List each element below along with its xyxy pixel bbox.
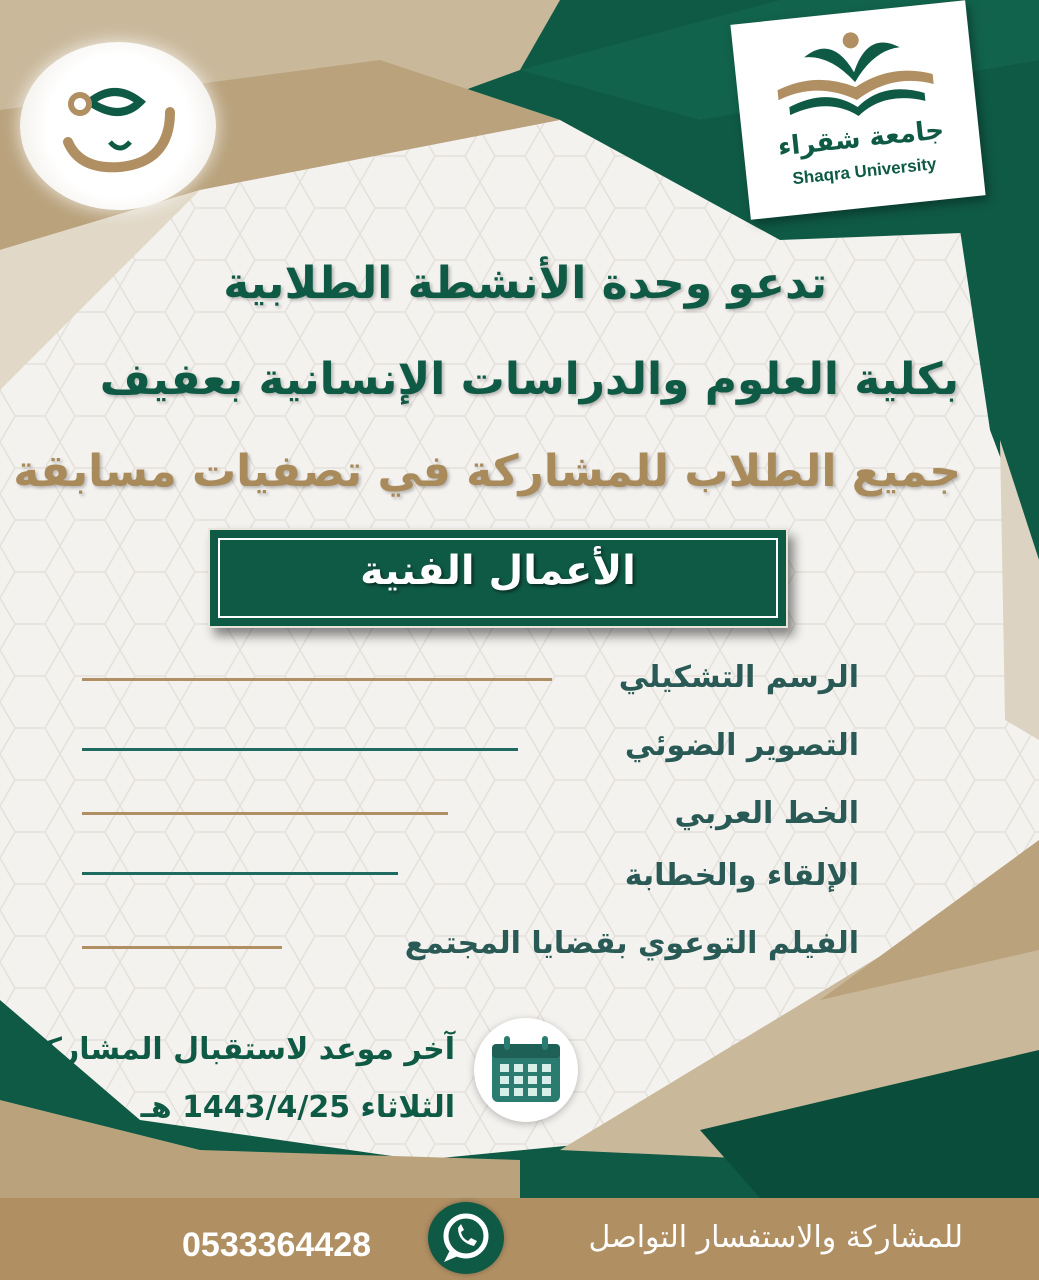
contact-phone[interactable]: 0533364428 — [182, 1226, 372, 1264]
heading-line-3: جميع الطلاب للمشاركة في تصفيات مسابقة — [13, 446, 961, 497]
whatsapp-badge[interactable] — [428, 1202, 504, 1274]
list-item: التصوير الضوئي — [624, 728, 859, 763]
logo-arabic-name: جامعة شقراء — [776, 115, 946, 163]
calendar-badge — [474, 1018, 578, 1122]
heading-line-2: بكلية العلوم والدراسات الإنسانية بعفيف — [99, 354, 959, 405]
category-banner — [208, 528, 788, 628]
item-divider-line — [82, 812, 448, 815]
list-item: الإلقاء والخطابة — [624, 858, 859, 893]
calligraphy-icon — [20, 42, 216, 210]
invitation-seal — [20, 42, 216, 210]
banner-title: الأعمال الفنية — [360, 548, 636, 594]
item-divider-line — [82, 678, 552, 681]
calendar-icon — [474, 1018, 578, 1122]
open-book-logo-icon — [730, 0, 976, 134]
footer-bar — [0, 1198, 1039, 1280]
logo-english-name: Shaqra University — [791, 154, 938, 189]
whatsapp-icon — [428, 1202, 504, 1274]
list-item: الخط العربي — [674, 796, 859, 831]
item-divider-line — [82, 946, 282, 949]
heading-line-1: تدعو وحدة الأنشطة الطلابية — [223, 258, 827, 309]
contact-label: للمشاركة والاستفسار التواصل — [588, 1220, 963, 1255]
item-divider-line — [82, 748, 518, 751]
list-item: الفيلم التوعوي بقضايا المجتمع — [404, 926, 859, 961]
list-item: الرسم التشكيلي — [618, 660, 859, 695]
deadline-date: الثلاثاء 1443/4/25 هـ — [140, 1090, 455, 1125]
university-logo-card — [730, 0, 985, 220]
deadline-label: آخر موعد لاستقبال المشاركات — [3, 1032, 455, 1067]
item-divider-line — [82, 872, 398, 875]
